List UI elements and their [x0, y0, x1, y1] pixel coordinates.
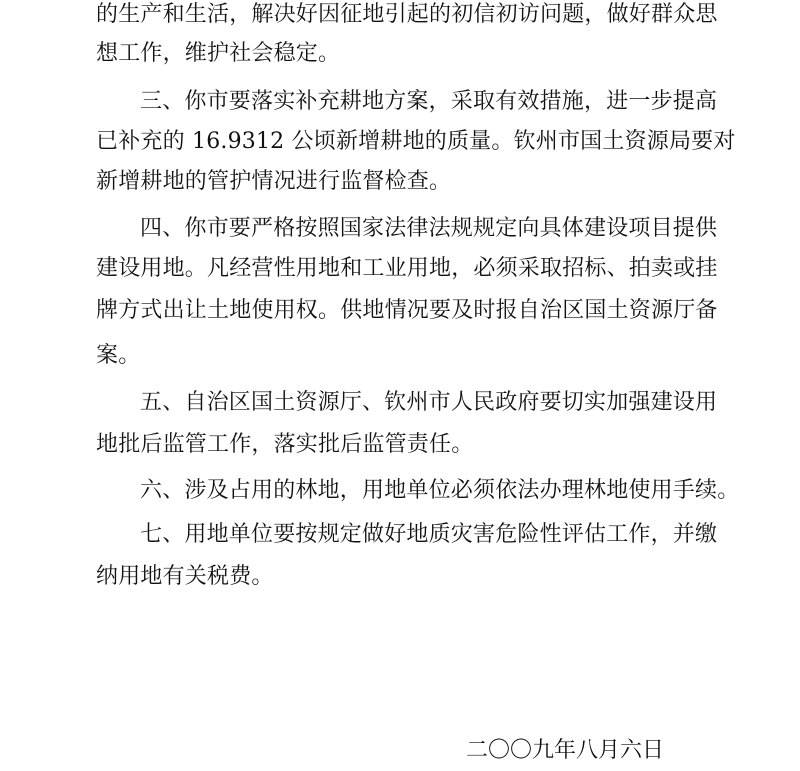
item-5-line-2: 地批后监管工作，落实批后监管责任。 [96, 432, 474, 457]
paragraph-top-line-1: 的生产和生活，解决好因征地引起的初信初访问题，做好群众思 [96, 2, 718, 27]
item-4-line-4: 案。 [96, 343, 141, 368]
item-4-line-1: 四、你市要严格按照国家法律法规规定向具体建设项目提供 [140, 216, 718, 241]
item-3-line-1: 三、你市要落实补充耕地方案，采取有效措施，进一步提高 [140, 89, 718, 114]
paragraph-top-line-2: 想工作，维护社会稳定。 [96, 41, 341, 66]
document-date: 二〇〇九年八月六日 [466, 738, 665, 763]
item-7-line-1: 七、用地单位要按规定做好地质灾害危险性评估工作，并缴 [140, 522, 718, 547]
item-3-line-2: 已补充的 16.9312 公顷新增耕地的质量。钦州市国土资源局要对 [96, 129, 736, 154]
item-4-line-3: 牌方式出让土地使用权。供地情况要及时报自治区国土资源厅备 [96, 298, 718, 323]
item-7-line-2: 纳用地有关税费。 [96, 564, 274, 589]
item-4-line-2: 建设用地。凡经营性用地和工业用地，必须采取招标、拍卖或挂 [96, 256, 718, 281]
item-5-line-1: 五、自治区国土资源厅、钦州市人民政府要切实加强建设用 [140, 390, 718, 415]
item-3-line-3: 新增耕地的管护情况进行监督检查。 [96, 169, 452, 194]
item-6-line-1: 六、涉及占用的林地，用地单位必须依法办理林地使用手续。 [140, 478, 740, 503]
